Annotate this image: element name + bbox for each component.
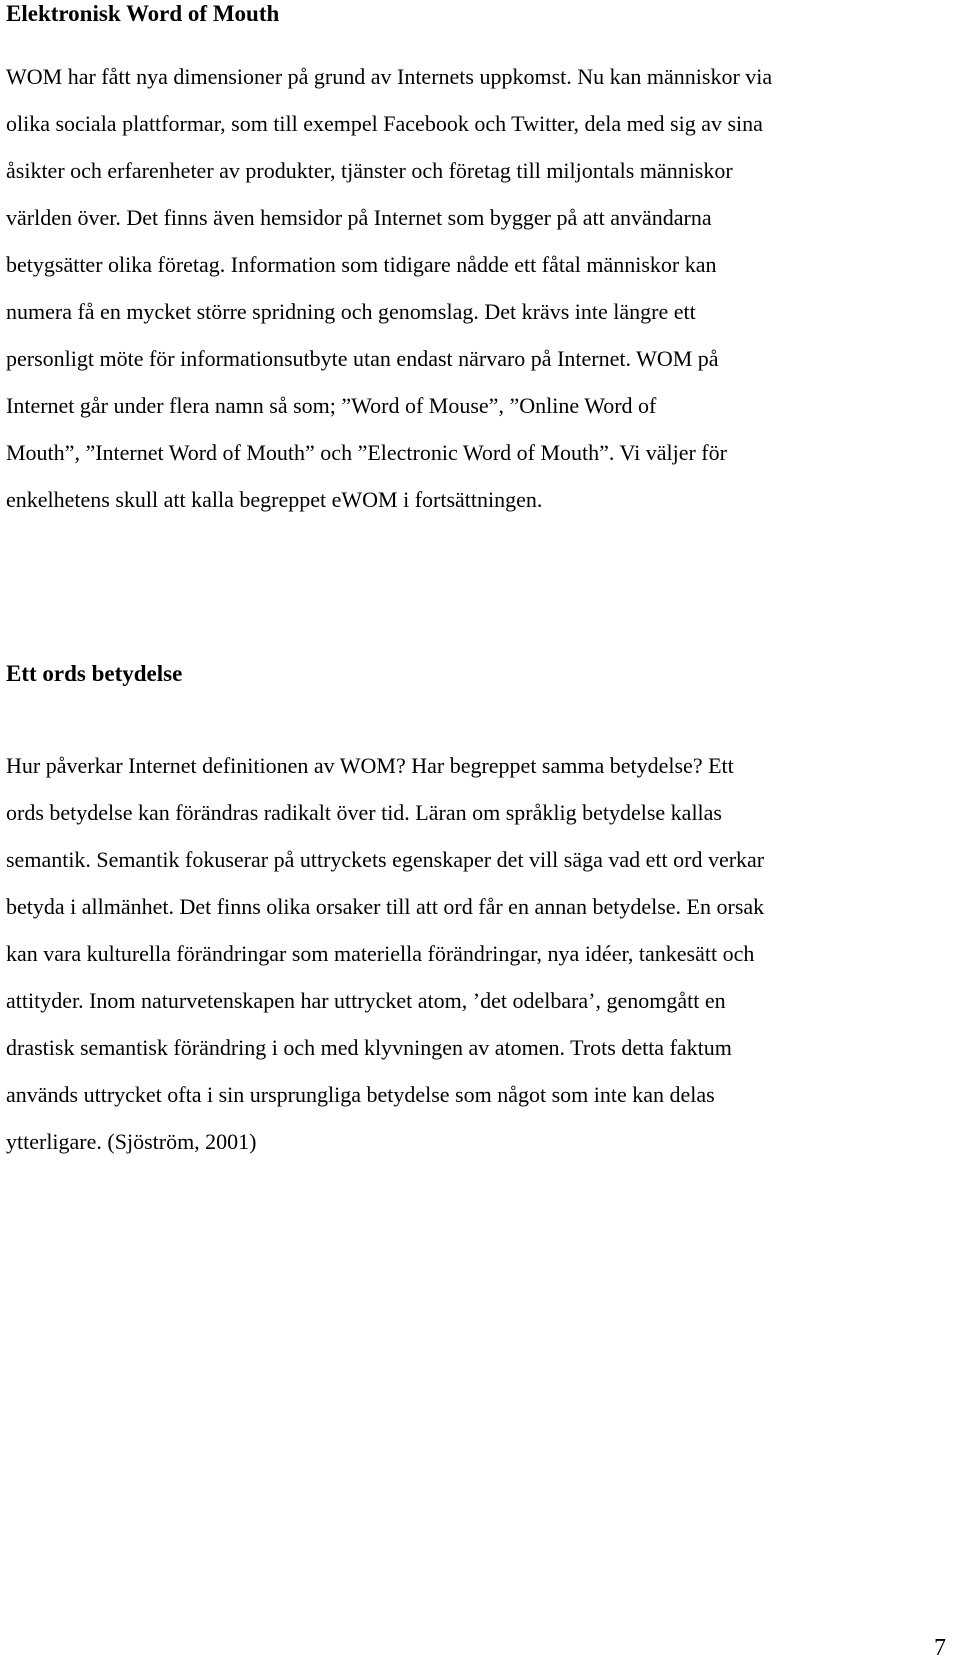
paragraph-line: används uttrycket ofta i sin ursprungliga betydelse som något som inte kan delas bbox=[6, 1082, 715, 1107]
paragraph-line: betyda i allmänhet. Det finns olika orsaker till att ord får en annan betydelse. En orsak bbox=[6, 894, 765, 919]
paragraph-line: åsikter och erfarenheter av produkter, tjänster och företag till miljontals människor bbox=[6, 158, 733, 183]
paragraph-line: enkelhetens skull att kalla begreppet eWOM i fortsättningen. bbox=[6, 487, 543, 512]
paragraph-line: ords betydelse kan förändras radikalt över tid. Läran om språklig betydelse kallas bbox=[6, 800, 722, 825]
paragraph-line: semantik. Semantik fokuserar på uttryckets egenskaper det vill säga vad ett ord verkar bbox=[6, 847, 765, 872]
paragraph-line: WOM har fått nya dimensioner på grund av Internets uppkomst. Nu kan människor via bbox=[6, 64, 773, 89]
section-heading-electronic-wom: Elektronisk Word of Mouth bbox=[6, 1, 280, 26]
paragraph-line: betygsätter olika företag. Information som tidigare nådde ett fåtal människor kan bbox=[6, 252, 717, 277]
paragraph-line: kan vara kulturella förändringar som materiella förändringar, nya idéer, tankesätt och bbox=[6, 941, 755, 966]
paragraph-line: personligt möte för informationsutbyte utan endast närvaro på Internet. WOM på bbox=[6, 346, 719, 371]
paragraph-line: Mouth”, ”Internet Word of Mouth” och ”Electronic Word of Mouth”. Vi väljer för bbox=[6, 440, 727, 465]
section-heading-word-meaning: Ett ords betydelse bbox=[6, 661, 183, 686]
paragraph-line: olika sociala plattformar, som till exempel Facebook och Twitter, dela med sig av sina bbox=[6, 111, 763, 136]
paragraph-line: världen över. Det finns även hemsidor på Internet som bygger på att användarna bbox=[6, 205, 712, 230]
paragraph-electronic-wom bbox=[6, 53, 906, 523]
paragraph-line: attityder. Inom naturvetenskapen har uttrycket atom, ’det odelbara’, genomgått en bbox=[6, 988, 726, 1013]
paragraph-line: drastisk semantisk förändring i och med klyvningen av atomen. Trots detta faktum bbox=[6, 1035, 732, 1060]
paragraph-line: numera få en mycket större spridning och genomslag. Det krävs inte längre ett bbox=[6, 299, 696, 324]
paragraph-word-meaning bbox=[6, 742, 906, 1165]
paragraph-line: Hur påverkar Internet definitionen av WOM? Har begreppet samma betydelse? Ett bbox=[6, 753, 734, 778]
page-number: 7 bbox=[934, 1635, 946, 1661]
paragraph-line: ytterligare. (Sjöström, 2001) bbox=[6, 1129, 257, 1154]
paragraph-line: Internet går under flera namn så som; ”Word of Mouse”, ”Online Word of bbox=[6, 393, 657, 418]
